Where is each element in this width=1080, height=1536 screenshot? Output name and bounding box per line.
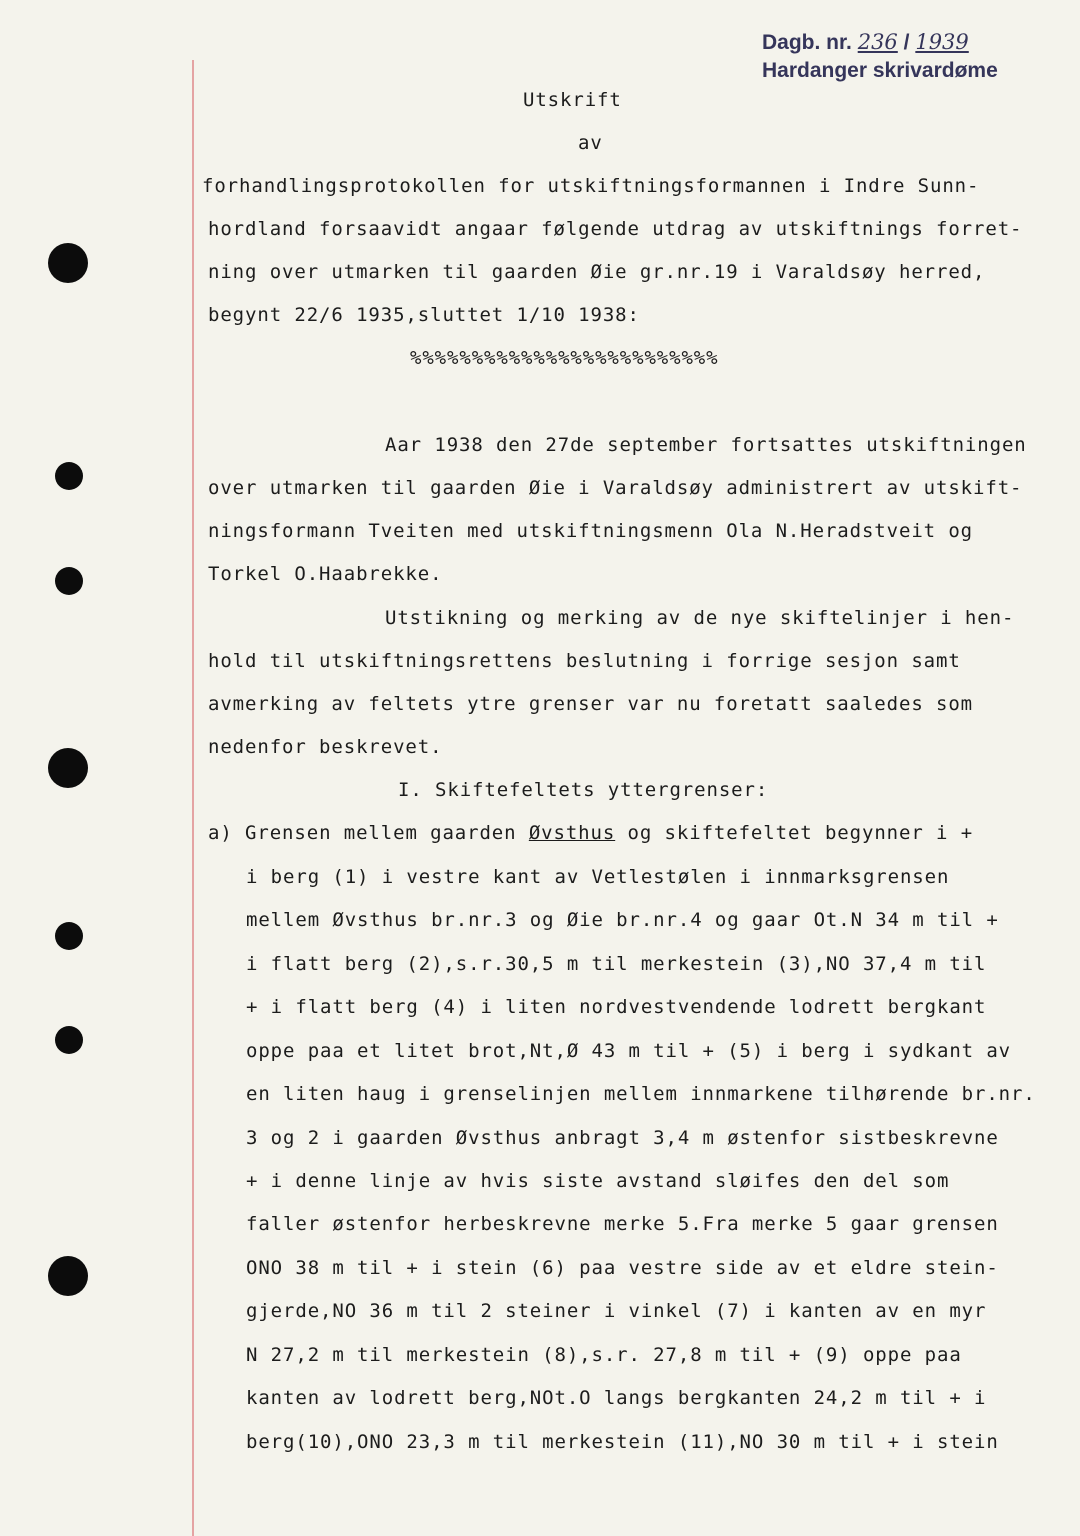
intro-line: begynt 22/6 1935,sluttet 1/10 1938: [208,304,640,326]
item-a-line: faller østenfor herbeskrevne merke 5.Fra merke 5 gaar grensen [246,1213,999,1235]
intro-line: forhandlingsprotokollen for utskiftningsformannen i Indre Sunn- [202,175,980,197]
punch-hole [48,243,88,283]
item-a-line: gjerde,NO 36 m til 2 steiner i vinkel (7) i kanten av en myr [246,1300,987,1322]
item-label: a) [208,822,233,844]
item-a-line: + i flatt berg (4) i liten nordvestvendende lodrett bergkant [246,996,987,1018]
item-a-line: 3 og 2 i gaarden Øvsthus anbragt 3,4 m østenfor sistbeskrevne [246,1127,999,1149]
paragraph-line: Utstikning og merking av de nye skiftelinjer i hen- [385,607,1015,629]
item-a-first-line [208,821,973,845]
document-subtitle: av [578,132,603,154]
stamp-year: 1939 [915,30,969,54]
item-a-line: + i denne linje av hvis siste avstand sløifes den del som [246,1170,950,1192]
registry-stamp [762,28,998,85]
punch-hole [55,567,83,595]
margin-line [192,60,194,1536]
stamp-entry-number: 236 [857,30,898,54]
intro-line: ning over utmarken til gaarden Øie gr.nr.19 i Varaldsøy herred, [208,261,986,283]
paragraph-line: Aar 1938 den 27de september fortsattes utskiftningen [385,434,1027,456]
item-a-line: N 27,2 m til merkestein (8),s.r. 27,8 m til + (9) oppe paa [246,1344,962,1366]
item-a-line: kanten av lodrett berg,NOt.O langs bergkanten 24,2 m til + i [246,1387,987,1409]
item-text: Grensen mellem gaarden [245,822,529,844]
divider: %%%%%%%%%%%%%%%%%%%%%%%%% [410,347,719,369]
item-a-line: en liten haug i grenselinjen mellem innmarkene tilhørende br.nr. [246,1083,1036,1105]
punch-hole [48,748,88,788]
stamp-separator: / [903,31,910,54]
stamp-line-1 [762,28,998,57]
paragraph-line: nedenfor beskrevet. [208,736,443,758]
item-a-line: i berg (1) i vestre kant av Vetlestølen i innmarksgrensen [246,866,950,888]
underlined-place-name: Øvsthus [528,822,616,844]
item-a-line: i flatt berg (2),s.r.30,5 m til merkestein (3),NO 37,4 m til [246,953,987,975]
paragraph-line: ningsformann Tveiten med utskiftningsmenn Ola N.Heradstveit og [208,520,974,542]
intro-line: hordland forsaavidt angaar følgende utdrag av utskiftnings forret- [208,218,1023,240]
item-a-line: oppe paa et litet brot,Nt,Ø 43 m til + (5) i berg i sydkant av [246,1040,1012,1062]
paragraph-line: hold til utskiftningsrettens beslutning i forrige sesjon samt [208,650,961,672]
item-a-line: ONO 38 m til + i stein (6) paa vestre side av et eldre stein- [246,1257,999,1279]
punch-hole [55,462,83,490]
item-a-line: berg(10),ONO 23,3 m til merkestein (11),NO 30 m til + i stein [246,1431,999,1453]
paragraph-line: over utmarken til gaarden Øie i Varaldsøy administrert av utskift- [208,477,1023,499]
stamp-office: Hardanger skrivardøme [762,59,998,82]
paragraph-line: avmerking av feltets ytre grenser var nu foretatt saaledes som [208,693,974,715]
document-title: Utskrift [523,89,622,111]
punch-hole [55,1026,83,1054]
stamp-prefix: Dagb. nr. [762,31,852,54]
item-text: og skiftefeltet begynner i + [615,822,974,844]
punch-hole [55,922,83,950]
section-heading: I. Skiftefeltets yttergrenser: [398,779,769,801]
item-a-line: mellem Øvsthus br.nr.3 og Øie br.nr.4 og gaar Ot.N 34 m til + [246,909,999,931]
punch-hole [48,1256,88,1296]
paragraph-line: Torkel O.Haabrekke. [208,563,443,585]
